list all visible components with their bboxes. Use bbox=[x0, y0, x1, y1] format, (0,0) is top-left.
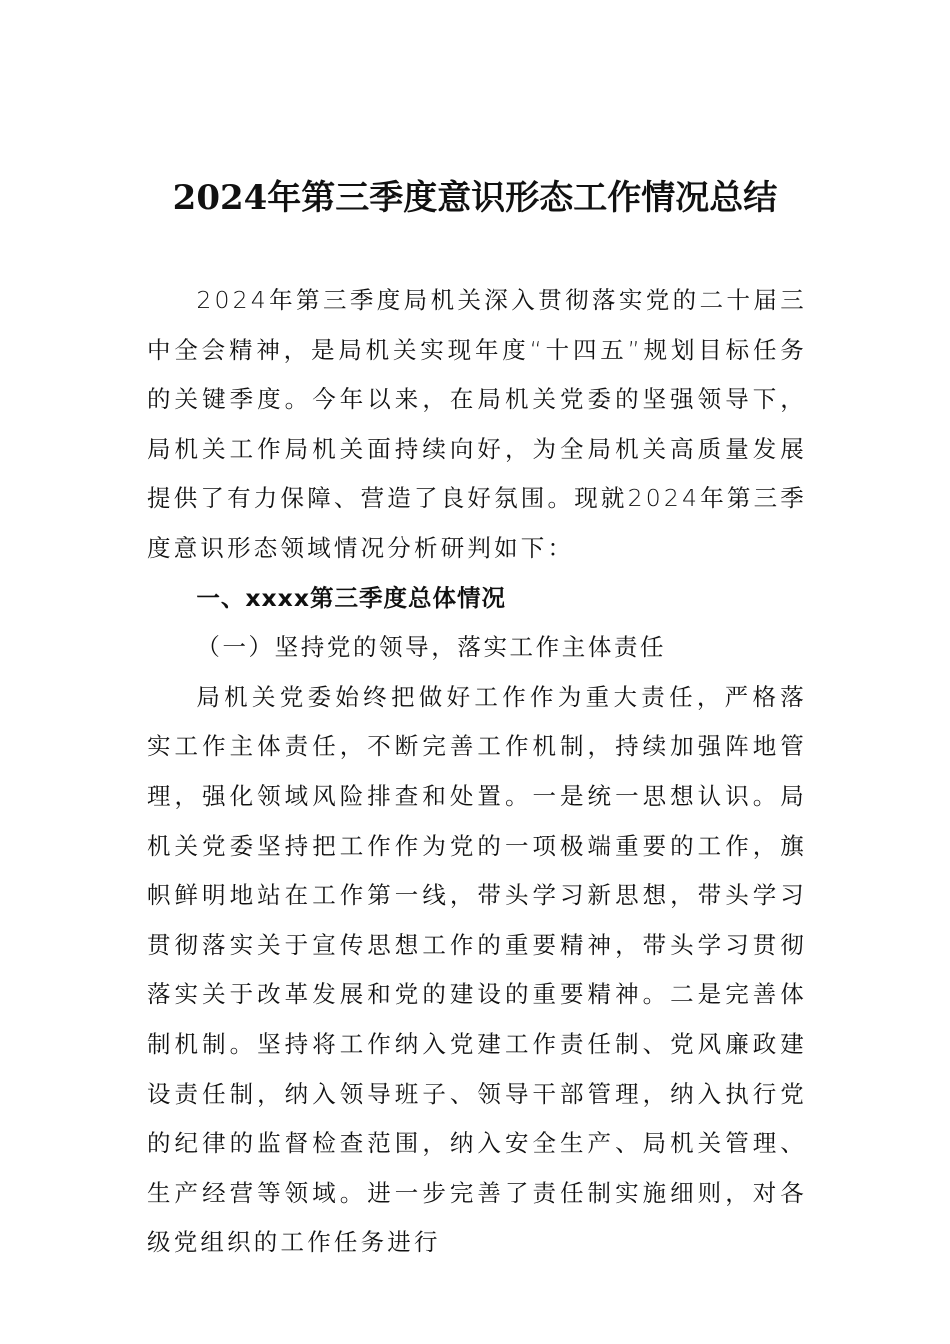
intro-paragraph: 2024年第三季度局机关深入贯彻落实党的二十届三中全会精神，是局机关实现年度“十四五”规划目标任务的关键季度。今年以来，在局机关党委的坚强领导下，局机关工作局机关面持续向好，为全局机关高质量发展提供了有力保障、营造了良好氛围。现就2024年第三季度意识形态领域情况分析研判如下： bbox=[147, 286, 808, 562]
document-body bbox=[147, 276, 807, 1268]
section-heading: 一、xxxx第三季度总体情况 bbox=[196, 583, 506, 612]
subsection-paragraph: 局机关党委始终把做好工作作为重大责任，严格落实工作主体责任，不断完善工作机制，持续加强阵地管理，强化领域风险排查和处置。一是统一思想认识。局机关党委坚持把工作作为党的一项极端重要的工作，旗帜鲜明地站在工作第一线，带头学习新思想，带头学习贯彻落实关于宣传思想工作的重要精神，带头学习贯彻落实关于改革发展和党的建设的重要精神。二是完善体制机制。坚持将工作纳入党建工作责任制、党风廉政建设责任制，纳入领导班子、领导干部管理，纳入执行党的纪律的监督检查范围，纳入安全生产、局机关管理、生产经营等领域。进一步完善了责任制实施细则，对各级党组织的工作任务进行 bbox=[147, 682, 807, 1257]
document-title: 2024年第三季度意识形态工作情况总结 bbox=[172, 178, 778, 218]
subsection-heading: （一）坚持党的领导，落实工作主体责任 bbox=[196, 633, 667, 662]
